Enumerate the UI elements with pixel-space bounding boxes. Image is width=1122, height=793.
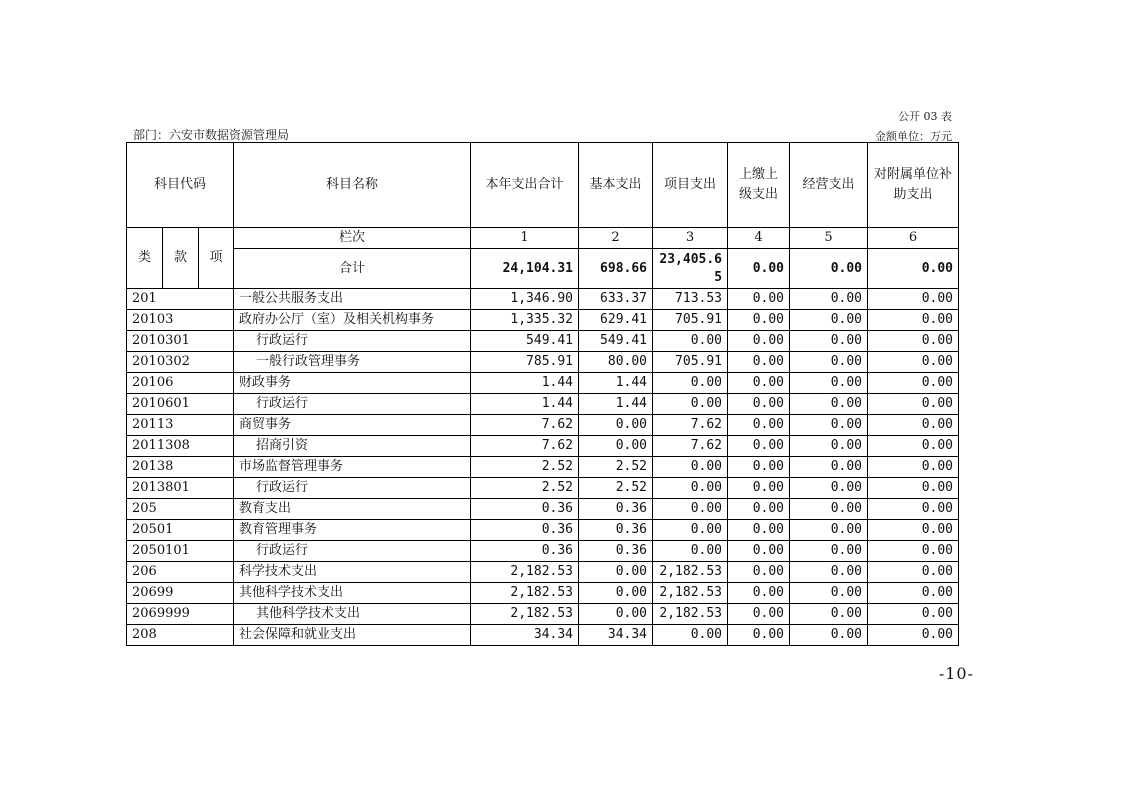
row-name: 教育支出 xyxy=(234,499,471,520)
row-business: 0.00 xyxy=(790,562,868,583)
row-total: 1,346.90 xyxy=(471,289,579,310)
row-upper: 0.00 xyxy=(728,457,790,478)
row-upper: 0.00 xyxy=(728,499,790,520)
row-business: 0.00 xyxy=(790,289,868,310)
row-project: 0.00 xyxy=(653,541,728,562)
row-code: 2010601 xyxy=(127,394,234,415)
row-total: 2.52 xyxy=(471,457,579,478)
column-number: 1 xyxy=(471,228,579,249)
row-business: 0.00 xyxy=(790,373,868,394)
row-name: 行政运行 xyxy=(234,331,471,352)
header-project: 项目支出 xyxy=(653,143,728,228)
row-total: 0.36 xyxy=(471,541,579,562)
row-upper: 0.00 xyxy=(728,583,790,604)
row-business: 0.00 xyxy=(790,583,868,604)
table-row xyxy=(127,415,959,436)
row-code: 205 xyxy=(127,499,234,520)
row-upper: 0.00 xyxy=(728,394,790,415)
row-name: 商贸事务 xyxy=(234,415,471,436)
row-name: 一般公共服务支出 xyxy=(234,289,471,310)
header-xiang: 项 xyxy=(199,228,234,289)
row-code: 20138 xyxy=(127,457,234,478)
row-subsidy: 0.00 xyxy=(868,394,959,415)
row-upper: 0.00 xyxy=(728,625,790,646)
row-basic: 0.00 xyxy=(579,583,653,604)
row-subsidy: 0.00 xyxy=(868,310,959,331)
row-code: 20106 xyxy=(127,373,234,394)
row-total: 2,182.53 xyxy=(471,604,579,625)
row-name: 科学技术支出 xyxy=(234,562,471,583)
row-business: 0.00 xyxy=(790,499,868,520)
table-row xyxy=(127,541,959,562)
row-subsidy: 0.00 xyxy=(868,499,959,520)
row-code: 20113 xyxy=(127,415,234,436)
header-lei: 类 xyxy=(127,228,163,289)
row-business: 0.00 xyxy=(790,520,868,541)
row-basic: 0.00 xyxy=(579,604,653,625)
row-basic: 0.36 xyxy=(579,499,653,520)
row-basic: 633.37 xyxy=(579,289,653,310)
row-subsidy: 0.00 xyxy=(868,478,959,499)
department-label: 部门：六安市数据资源管理局 xyxy=(133,128,290,142)
summary-total: 24,104.31 xyxy=(471,249,579,289)
row-code: 208 xyxy=(127,625,234,646)
row-upper: 0.00 xyxy=(728,331,790,352)
row-basic: 34.34 xyxy=(579,625,653,646)
row-name: 行政运行 xyxy=(234,394,471,415)
table-row xyxy=(127,583,959,604)
row-name: 行政运行 xyxy=(234,541,471,562)
row-name: 财政事务 xyxy=(234,373,471,394)
table-row xyxy=(127,331,959,352)
row-business: 0.00 xyxy=(790,457,868,478)
table-row xyxy=(127,352,959,373)
table-row xyxy=(127,457,959,478)
row-total: 7.62 xyxy=(471,415,579,436)
row-total: 2,182.53 xyxy=(471,583,579,604)
summary-row xyxy=(127,249,959,289)
row-basic: 0.00 xyxy=(579,562,653,583)
summary-label: 合计 xyxy=(234,249,471,289)
row-project: 0.00 xyxy=(653,373,728,394)
row-name: 一般行政管理事务 xyxy=(234,352,471,373)
form-number: 公开 03 表 xyxy=(898,110,952,123)
row-basic: 80.00 xyxy=(579,352,653,373)
expenditure-table xyxy=(126,142,959,646)
table-row xyxy=(127,436,959,457)
row-basic: 549.41 xyxy=(579,331,653,352)
row-basic: 0.36 xyxy=(579,520,653,541)
column-number: 4 xyxy=(728,228,790,249)
row-business: 0.00 xyxy=(790,625,868,646)
row-code: 206 xyxy=(127,562,234,583)
unit-label: 金额单位：万元 xyxy=(875,130,952,143)
row-subsidy: 0.00 xyxy=(868,604,959,625)
row-basic: 629.41 xyxy=(579,310,653,331)
header-total: 本年支出合计 xyxy=(471,143,579,228)
row-upper: 0.00 xyxy=(728,541,790,562)
header-name: 科目名称 xyxy=(234,143,471,228)
table-row xyxy=(127,499,959,520)
row-upper: 0.00 xyxy=(728,436,790,457)
row-project: 7.62 xyxy=(653,436,728,457)
header-upper: 上缴上级支出 xyxy=(728,143,790,228)
row-business: 0.00 xyxy=(790,604,868,625)
summary-project: 23,405.65 xyxy=(653,249,728,289)
row-total: 7.62 xyxy=(471,436,579,457)
row-business: 0.00 xyxy=(790,415,868,436)
row-total: 2,182.53 xyxy=(471,562,579,583)
row-project: 0.00 xyxy=(653,625,728,646)
row-upper: 0.00 xyxy=(728,520,790,541)
row-project: 713.53 xyxy=(653,289,728,310)
header-code: 科目代码 xyxy=(127,143,234,228)
row-total: 0.36 xyxy=(471,520,579,541)
row-subsidy: 0.00 xyxy=(868,436,959,457)
table-row xyxy=(127,562,959,583)
table-row xyxy=(127,373,959,394)
row-upper: 0.00 xyxy=(728,310,790,331)
row-project: 7.62 xyxy=(653,415,728,436)
table-body xyxy=(127,143,959,646)
summary-upper: 0.00 xyxy=(728,249,790,289)
column-label: 栏次 xyxy=(234,228,471,249)
row-code: 2013801 xyxy=(127,478,234,499)
header-business: 经营支出 xyxy=(790,143,868,228)
row-code: 2011308 xyxy=(127,436,234,457)
column-number: 5 xyxy=(790,228,868,249)
row-business: 0.00 xyxy=(790,436,868,457)
page-number: -10- xyxy=(938,664,974,683)
column-number: 2 xyxy=(579,228,653,249)
row-total: 34.34 xyxy=(471,625,579,646)
row-project: 0.00 xyxy=(653,457,728,478)
row-name: 其他科学技术支出 xyxy=(234,604,471,625)
column-number: 6 xyxy=(868,228,959,249)
row-code: 20699 xyxy=(127,583,234,604)
row-total: 2.52 xyxy=(471,478,579,499)
row-total: 1.44 xyxy=(471,394,579,415)
row-business: 0.00 xyxy=(790,478,868,499)
row-subsidy: 0.00 xyxy=(868,289,959,310)
row-subsidy: 0.00 xyxy=(868,583,959,604)
row-basic: 0.00 xyxy=(579,415,653,436)
row-code: 201 xyxy=(127,289,234,310)
row-code: 20103 xyxy=(127,310,234,331)
row-subsidy: 0.00 xyxy=(868,457,959,478)
row-subsidy: 0.00 xyxy=(868,373,959,394)
row-name: 市场监督管理事务 xyxy=(234,457,471,478)
row-total: 549.41 xyxy=(471,331,579,352)
row-subsidy: 0.00 xyxy=(868,625,959,646)
row-upper: 0.00 xyxy=(728,289,790,310)
row-project: 0.00 xyxy=(653,478,728,499)
row-name: 其他科学技术支出 xyxy=(234,583,471,604)
row-project: 2,182.53 xyxy=(653,562,728,583)
row-basic: 0.00 xyxy=(579,436,653,457)
row-total: 785.91 xyxy=(471,352,579,373)
row-upper: 0.00 xyxy=(728,604,790,625)
column-number-row xyxy=(127,228,959,249)
header-basic: 基本支出 xyxy=(579,143,653,228)
header-row xyxy=(127,143,959,228)
row-project: 0.00 xyxy=(653,394,728,415)
row-code: 20501 xyxy=(127,520,234,541)
row-basic: 2.52 xyxy=(579,457,653,478)
row-project: 0.00 xyxy=(653,520,728,541)
row-upper: 0.00 xyxy=(728,352,790,373)
table-row xyxy=(127,289,959,310)
row-subsidy: 0.00 xyxy=(868,415,959,436)
row-code: 2069999 xyxy=(127,604,234,625)
row-business: 0.00 xyxy=(790,394,868,415)
row-upper: 0.00 xyxy=(728,562,790,583)
header-kuan: 款 xyxy=(163,228,199,289)
row-project: 0.00 xyxy=(653,331,728,352)
row-code: 2010302 xyxy=(127,352,234,373)
summary-subsidy: 0.00 xyxy=(868,249,959,289)
row-subsidy: 0.00 xyxy=(868,520,959,541)
row-basic: 2.52 xyxy=(579,478,653,499)
row-business: 0.00 xyxy=(790,352,868,373)
row-name: 招商引资 xyxy=(234,436,471,457)
row-project: 705.91 xyxy=(653,310,728,331)
table-row xyxy=(127,478,959,499)
row-code: 2010301 xyxy=(127,331,234,352)
row-subsidy: 0.00 xyxy=(868,541,959,562)
row-business: 0.00 xyxy=(790,310,868,331)
table-row xyxy=(127,310,959,331)
row-subsidy: 0.00 xyxy=(868,352,959,373)
row-upper: 0.00 xyxy=(728,373,790,394)
row-total: 1.44 xyxy=(471,373,579,394)
summary-basic: 698.66 xyxy=(579,249,653,289)
row-subsidy: 0.00 xyxy=(868,562,959,583)
row-name: 社会保障和就业支出 xyxy=(234,625,471,646)
row-basic: 1.44 xyxy=(579,373,653,394)
table-row xyxy=(127,394,959,415)
row-upper: 0.00 xyxy=(728,478,790,499)
row-subsidy: 0.00 xyxy=(868,331,959,352)
row-name: 教育管理事务 xyxy=(234,520,471,541)
row-project: 2,182.53 xyxy=(653,583,728,604)
row-name: 行政运行 xyxy=(234,478,471,499)
column-number: 3 xyxy=(653,228,728,249)
row-basic: 1.44 xyxy=(579,394,653,415)
table-row xyxy=(127,625,959,646)
row-business: 0.00 xyxy=(790,331,868,352)
row-project: 2,182.53 xyxy=(653,604,728,625)
row-total: 1,335.32 xyxy=(471,310,579,331)
row-total: 0.36 xyxy=(471,499,579,520)
row-project: 705.91 xyxy=(653,352,728,373)
table-row xyxy=(127,520,959,541)
row-business: 0.00 xyxy=(790,541,868,562)
header-subsidy: 对附属单位补助支出 xyxy=(868,143,959,228)
row-upper: 0.00 xyxy=(728,415,790,436)
row-code: 2050101 xyxy=(127,541,234,562)
row-project: 0.00 xyxy=(653,499,728,520)
table-row xyxy=(127,604,959,625)
row-basic: 0.36 xyxy=(579,541,653,562)
summary-business: 0.00 xyxy=(790,249,868,289)
row-name: 政府办公厅（室）及相关机构事务 xyxy=(234,310,471,331)
